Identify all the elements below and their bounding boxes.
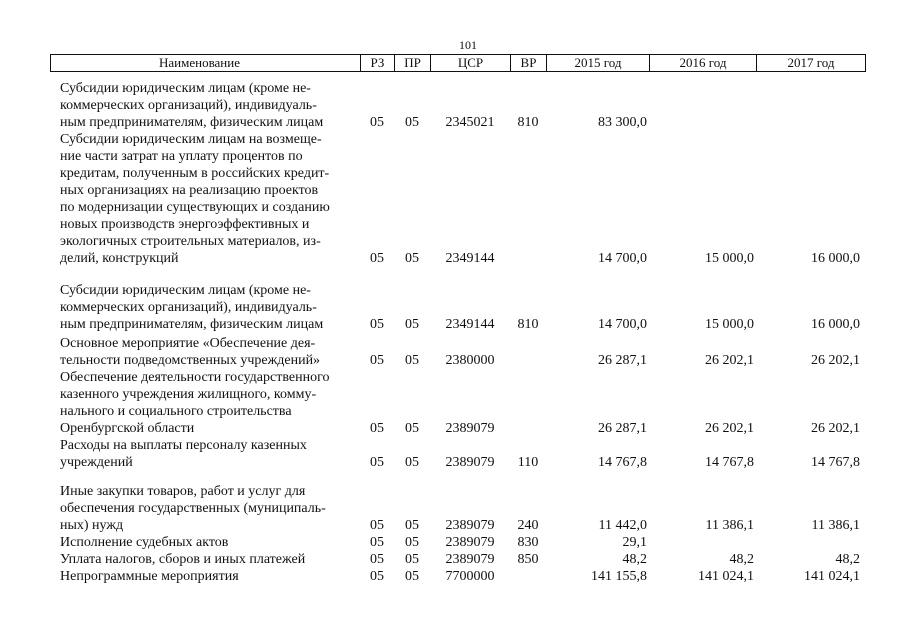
row-2016: 15 000,0 [705,317,754,332]
row-2017: 14 767,8 [811,455,860,470]
header-2015: 2015 год [547,55,650,71]
row-2017: 11 386,1 [811,518,860,533]
row-csr: 2349144 [445,251,495,266]
row-name: Субсидии юридическим лицам (кроме не- коммерческих организаций), индивидуаль- ным предпринимателям, физическим лицам [60,283,324,332]
row-csr: 2389079 [445,518,495,533]
row-csr: 2349144 [445,317,495,332]
row-2017: 141 024,1 [804,569,860,584]
row-rz: 05 [370,115,384,130]
row-csr: 2389079 [445,535,495,550]
row-vr: 810 [517,115,539,130]
table-row [50,369,866,437]
table-row [50,483,866,534]
row-pr: 05 [405,535,419,550]
row-2016: 14 767,8 [705,455,754,470]
row-rz: 05 [370,317,384,332]
row-2015: 26 287,1 [598,421,647,436]
table-row [50,131,866,267]
table-row [50,568,866,585]
row-name: Основное мероприятие «Обеспечение дея- тельности подведомственных учреждений» [60,336,321,368]
row-pr: 05 [405,251,419,266]
table-row [50,551,866,568]
header-name: Наименование [51,55,361,71]
row-pr: 05 [405,317,419,332]
row-2016: 26 202,1 [705,421,754,436]
row-rz: 05 [370,455,384,470]
row-pr: 05 [405,552,419,567]
header-csr: ЦСР [431,55,511,71]
table-body [50,80,866,585]
table-row [50,335,866,369]
row-name: Иные закупки товаров, работ и услуг для обеспечения государственных (муниципаль- ных) нужд [60,484,326,533]
table-header [50,54,866,72]
row-csr: 2389079 [445,421,495,436]
row-vr: 850 [517,552,539,567]
row-rz: 05 [370,569,384,584]
row-pr: 05 [405,518,419,533]
row-name: Субсидии юридическим лицам (кроме не- коммерческих организаций), индивидуаль- ным предпринимателям, физическим лицам [60,81,324,130]
header-2016: 2016 год [650,55,757,71]
row-name: Исполнение судебных актов [60,535,229,550]
row-2015: 14 767,8 [598,455,647,470]
row-2015: 26 287,1 [598,353,647,368]
row-2015: 14 700,0 [598,317,647,332]
row-rz: 05 [370,535,384,550]
page-number: 101 [459,38,477,52]
row-2015: 141 155,8 [591,569,647,584]
row-2016: 141 024,1 [698,569,754,584]
row-csr: 7700000 [445,569,495,584]
row-csr: 2380000 [445,353,495,368]
table-row [50,437,866,471]
row-2015: 48,2 [622,552,647,567]
row-2016: 48,2 [729,552,754,567]
row-name: Расходы на выплаты персоналу казенных учреждений [60,438,307,470]
row-2017: 16 000,0 [811,317,860,332]
row-rz: 05 [370,518,384,533]
row-2015: 83 300,0 [598,115,647,130]
row-vr: 830 [517,535,539,550]
row-rz: 05 [370,353,384,368]
header-pr: ПР [395,55,431,71]
row-vr: 810 [517,317,539,332]
table-row [50,282,866,333]
row-csr: 2345021 [445,115,495,130]
row-pr: 05 [405,115,419,130]
row-csr: 2389079 [445,455,495,470]
row-csr: 2389079 [445,552,495,567]
table-row [50,80,866,131]
row-2017: 16 000,0 [811,251,860,266]
row-vr: 110 [517,455,539,470]
row-name: Непрограммные мероприятия [60,569,239,584]
row-rz: 05 [370,421,384,436]
row-rz: 05 [370,251,384,266]
row-2015: 29,1 [622,535,647,550]
table-row [50,534,866,551]
header-2017: 2017 год [787,55,835,70]
header-vr: ВР [511,55,547,71]
row-vr: 240 [517,518,539,533]
row-rz: 05 [370,552,384,567]
row-name: Уплата налогов, сборов и иных платежей [60,552,306,567]
row-2017: 26 202,1 [811,421,860,436]
header-rz: РЗ [361,55,395,71]
row-2016: 26 202,1 [705,353,754,368]
row-pr: 05 [405,569,419,584]
row-name: Субсидии юридическим лицам на возмеще- ние части затрат на уплату процентов по кредитам, полученным в российских кредит- ных организациях на реализацию проектов по модернизации существующих и созданию новых производств энергоэффективных и экологичных строительных материалов, из- делий, конструкций [60,132,330,266]
row-pr: 05 [405,455,419,470]
row-2016: 15 000,0 [705,251,754,266]
row-2017: 48,2 [835,552,860,567]
row-2016: 11 386,1 [705,518,754,533]
row-pr: 05 [405,353,419,368]
row-2015: 14 700,0 [598,251,647,266]
row-2015: 11 442,0 [598,518,647,533]
row-pr: 05 [405,421,419,436]
row-name: Обеспечение деятельности государственного казенного учреждения жилищного, комму- нального и социального строительства Оренбургской области [60,370,330,436]
row-2017: 26 202,1 [811,353,860,368]
